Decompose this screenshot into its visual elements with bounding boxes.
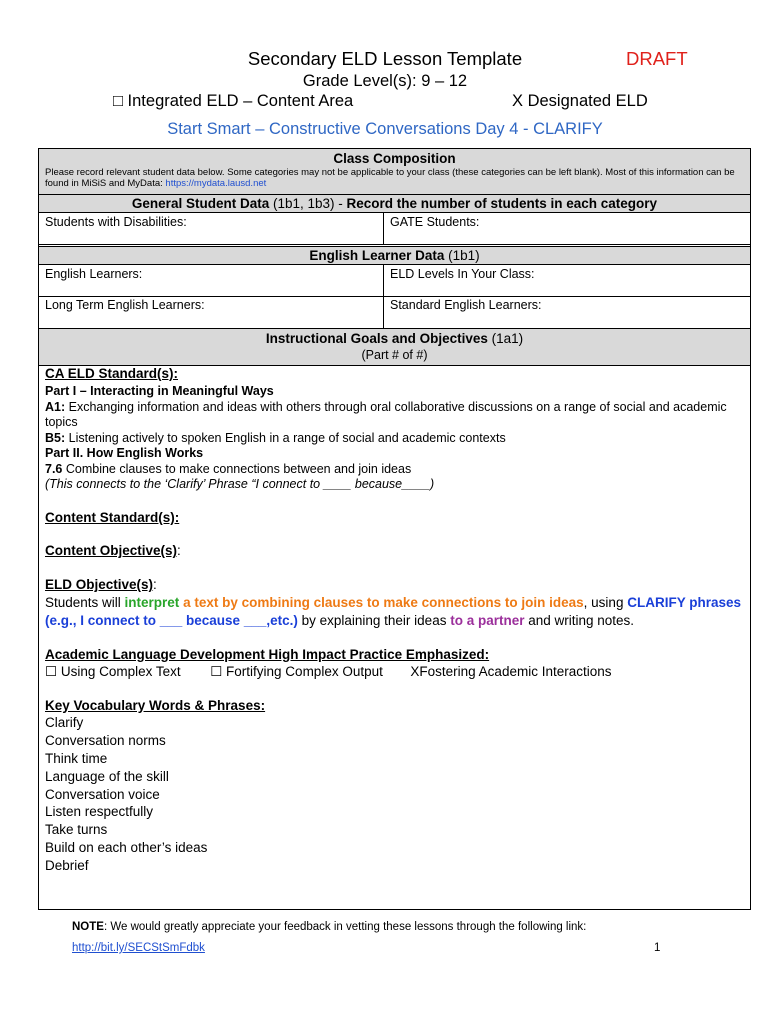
feedback-link[interactable]: http://bit.ly/SECStSmFdbk — [72, 942, 205, 954]
s76-text: Combine clauses to make connections between and join ideas — [62, 461, 412, 476]
general-data-title: General Student Data — [131, 196, 270, 211]
vocabulary-heading: Key Vocabulary Words & Phrases: — [45, 697, 266, 713]
vocab-item: Conversation norms — [45, 733, 166, 749]
eld-obj-t7: to a partner — [450, 612, 525, 628]
practice-options — [45, 664, 745, 681]
mydata-link[interactable]: https://mydata.lausd.net — [165, 178, 267, 189]
vocab-item: Conversation voice — [45, 786, 160, 802]
general-data-heading — [38, 194, 751, 213]
class-composition-instructions — [45, 167, 744, 189]
students-disabilities-cell[interactable]: Students with Disabilities: — [38, 212, 384, 245]
el-data-title: English Learner Data — [309, 248, 445, 263]
clarify-connection: (This connects to the ‘Clarify’ Phrase “I connect to ____ because____) — [45, 477, 435, 492]
a1-code: A1: — [45, 399, 66, 414]
vocab-item: Language of the skill — [45, 768, 169, 784]
b5-code: B5: — [45, 430, 66, 445]
goals-title-line — [39, 331, 750, 347]
part1-heading: Part I – Interacting in Meaningful Ways — [45, 383, 274, 398]
vocab-item: Debrief — [45, 857, 89, 873]
general-data-instruction: Record the number of students in each category — [346, 196, 658, 211]
eld-levels-cell[interactable]: ELD Levels In Your Class: — [383, 264, 751, 297]
eld-objectives-heading: ELD Objective(s) — [45, 577, 154, 593]
eld-objective-text — [45, 594, 745, 630]
draft-label: DRAFT — [626, 48, 688, 69]
content-objectives-heading: Content Objective(s) — [45, 543, 178, 559]
eld-obj-t1: Students will — [45, 594, 125, 610]
part2-heading: Part II. How English Works — [45, 446, 204, 461]
english-learners-cell[interactable]: English Learners: — [38, 264, 384, 297]
ca-eld-standards-heading: CA ELD Standard(s): — [45, 366, 179, 381]
eld-obj-t4: , using — [583, 594, 628, 610]
standard-el-cell[interactable]: Standard English Learners: — [383, 296, 751, 329]
class-composition-heading: Class Composition — [333, 151, 456, 166]
vocab-item: Take turns — [45, 822, 108, 838]
content-objective-colon: : — [177, 543, 181, 559]
goals-title: Instructional Goals and Objectives — [265, 331, 488, 346]
b5-text: Listening actively to spoken English in a range of social and academic contexts — [65, 430, 506, 445]
document-title: Secondary ELD Lesson Template — [247, 48, 523, 69]
lesson-body — [45, 366, 745, 875]
vocab-item: Clarify — [45, 715, 84, 731]
goals-code: (1a1) — [487, 331, 524, 346]
eld-objective-colon: : — [153, 577, 157, 593]
general-data-code: (1b1, 1b3) - — [269, 196, 347, 211]
eld-obj-t3: a text by combining clauses to make connections to join ideas — [179, 594, 584, 610]
lesson-subtitle: Start Smart – Constructive Conversations Day 4 - CLARIFY — [167, 120, 603, 138]
feedback-note — [72, 921, 586, 933]
gate-students-cell[interactable]: GATE Students: — [383, 212, 751, 245]
eld-obj-t8: and writing notes. — [524, 612, 635, 628]
vocab-item: Build on each other’s ideas — [45, 839, 208, 855]
a1-text: Exchanging information and ideas with others through oral collaborative discussions on a range of social and academic topics — [45, 399, 727, 430]
vocab-item: Think time — [45, 750, 108, 766]
note-text: : We would greatly appreciate your feedback in vetting these lessons through the following link: — [103, 921, 587, 933]
complex-output-option[interactable]: ☐ Fortifying Complex Output — [210, 663, 383, 679]
el-data-heading — [38, 246, 751, 265]
eld-obj-t5: CLARIFY phrases (e.g., I connect to ___ because ___,etc.) — [45, 594, 741, 628]
integrated-eld-option: □ Integrated ELD – Content Area — [113, 92, 354, 110]
grade-level: Grade Level(s): 9 – 12 — [302, 72, 468, 90]
long-term-el-cell[interactable]: Long Term English Learners: — [38, 296, 384, 329]
content-standards-heading: Content Standard(s): — [45, 509, 180, 525]
page-number: 1 — [654, 942, 661, 954]
practice-heading: Academic Language Development High Impact Practice Emphasized: — [45, 646, 490, 662]
goals-part: (Part # of #) — [361, 348, 428, 362]
eld-obj-t6: by explaining their ideas — [297, 612, 451, 628]
instructions-text: Please record relevant student data below. Some categories may not be applicable to your class (these categories can be left blank). Most of this information can be found in MiSiS and MyData: — [45, 167, 735, 189]
vocab-item: Listen respectfully — [45, 804, 154, 820]
designated-eld-option: X Designated ELD — [512, 92, 648, 110]
class-composition-section — [38, 148, 751, 195]
eld-obj-t2: interpret — [124, 594, 180, 610]
note-label: NOTE — [72, 921, 104, 933]
el-data-code: (1b1) — [444, 248, 480, 263]
complex-text-option[interactable]: ☐ Using Complex Text — [45, 663, 181, 679]
academic-interactions-option[interactable]: XFostering Academic Interactions — [410, 663, 612, 679]
s76-code: 7.6 — [45, 461, 63, 476]
goals-heading — [38, 328, 751, 366]
